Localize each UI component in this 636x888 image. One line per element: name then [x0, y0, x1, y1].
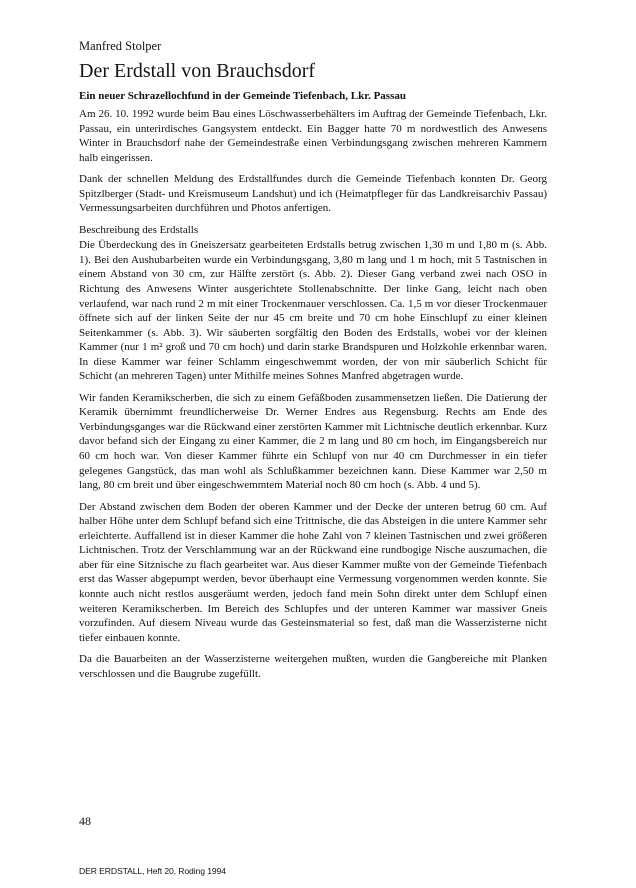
- section-heading: Beschreibung des Erdstalls: [79, 223, 199, 236]
- intro-paragraph-2: Dank der schnellen Meldung des Erdstallfundes durch die Gemeinde Tiefenbach konnten Dr. Georg Spitzlberger (Stadt- und Kreismuseum Landshut) und ich (Heimatpfleger für das Landkreisarchiv Passau) Vermessungsarbeiten durchführen und Photos anfertigen.: [79, 173, 547, 215]
- page-number: 48: [79, 814, 91, 828]
- description-paragraph-1: Die Überdeckung des in Gneiszersatz gearbeiteten Erdstalls betrug zwischen 1,30 m und 1,80 m (s. Abb. 1). Bei den Aushubarbeiten wurde ein Verbindungsgang, 3,80 m lang und 1 m hoch, mit 5 Tastnischen in einem Abstand von 30 cm, zur Hälfte zerstört (s. Abb. 2). Dieser Gang verband zwei nach OSO in Richtung des Anwesens Winter ausgerichtete Stollenabschnitte. Der linke Gang, leicht nach oben verlaufend, war nach rund 2 m mit einer Trockenmauer verschlossen. Ca. 1,5 m vor dieser Trockenmauer öffnete sich auf der linken Seite der nur 45 cm breite und 70 cm hohe Einschlupf zu einer kleinen Seitenkammer (s. Abb. 3). Wir säuberten sorgfältig den Boden des Erdstalls, wobei vor der kleinen Kammer (nur 1 m² groß und 70 cm hoch) und darin starke Brandspuren und Holzkohle erkennbar waren. In diese Kammer war feiner Schlamm eingeschwemmt worden, der von mir säuberlich Schicht für Schicht (an mehreren Tagen) unter Mithilfe meines Sohnes Manfred abgetragen wurde.: [79, 239, 547, 383]
- article-subtitle: Ein neuer Schrazellochfund in der Gemeinde Tiefenbach, Lkr. Passau: [79, 90, 406, 102]
- article: [79, 38, 547, 688]
- author-name: Manfred Stolper: [79, 39, 162, 53]
- intro-paragraph-1: Am 26. 10. 1992 wurde beim Bau eines Löschwasserbehälters im Auftrag der Gemeinde Tiefenbach, Lkr. Passau, ein unterirdisches Gangsystem entdeckt. Ein Bagger hatte 70 m nordwestlich des Anwesens Winter in Brauchsdorf nahe der Gemeindestraße einen Verbindungsgang zwischen mehreren Kammern halb eingerissen.: [79, 108, 547, 164]
- journal-footer: DER ERDSTALL, Heft 20, Roding 1994: [79, 866, 226, 876]
- article-title: Der Erdstall von Brauchsdorf: [79, 60, 316, 82]
- description-paragraph-2: Wir fanden Keramikscherben, die sich zu einem Gefäßboden zusammensetzen ließen. Die Datierung der Keramik übernimmt freundlicherweise Dr. Werner Endres aus Regensburg. Rechts am Ende des Verbindungsganges war die Rückwand einer zerstörten Kammer mit Lichtnische deutlich erkennbar. Kurz davor befand sich der Eingang zu einer Kammer, die 2 m lang und 80 cm hoch, im Eingangsbereich nur 60 cm hoch war. Von dieser Kammer führte ein Schlupf von nur 40 cm Durchmesser in ein tiefer gelegenes Gangstück, das man wohl als Schlußkammer bezeichnen kann. Diese Kammer war 2,50 m lang, 80 cm breit und über eingeschwemmtem Material noch 80 cm hoch (s. Abb. 4 und 5).: [79, 391, 547, 492]
- description-paragraph-3: Der Abstand zwischen dem Boden der oberen Kammer und der Decke der unteren betrug 60 cm. Auf halber Höhe unter dem Schlupf befand sich eine Trittnische, die das Absteigen in die untere Kammer sehr erleichterte. Auffallend ist in dieser Kammer die hohe Zahl von 7 kleinen Tastnischen und zwei größeren Lichtnischen. Trotz der Verschlammung war an der Rückwand eine rundbogige Nische auszumachen, die aber für eine Sitznische zu flach gearbeitet war. Aus dieser Kammer mußte von der Gemeinde Tiefenbach erst das Wasser abgepumpt werden, bevor überhaupt eine Vermessung vorgenommen werden konnte. Sie konnte auch nicht restlos ausgeräumt werden, jedoch fand mein Sohn direkt unter dem Schlupf einen weiteren Keramikscherben. Im Bereich des Schlupfes und der unteren Kammer war massiver Gneis vorzufinden. Auf diesem Niveau wurde das Gesteinsmaterial so fest, daß man die Wasserzisterne nicht tiefer einbauen konnte.: [79, 500, 547, 644]
- description-paragraph-4: Da die Bauarbeiten an der Wasserzisterne weitergehen mußten, wurden die Gangbereiche mit Planken verschlossen und die Baugrube zugefüllt.: [79, 653, 547, 680]
